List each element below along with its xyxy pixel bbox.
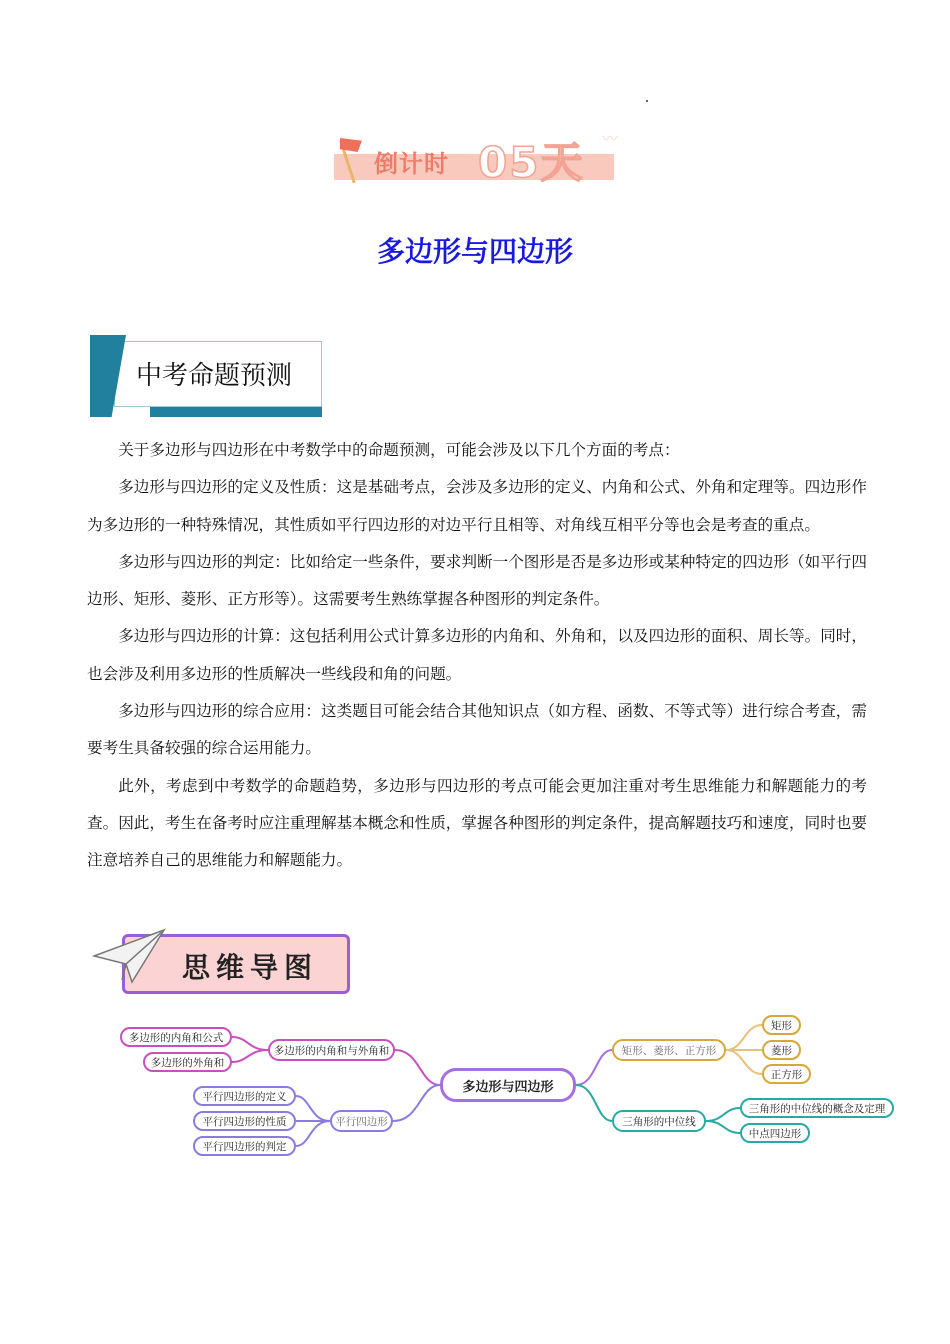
section-heading: 中考命题预测 bbox=[136, 361, 293, 391]
mindmap-branch-node: 矩形、菱形、正方形 bbox=[612, 1039, 726, 1061]
bird-icon: 〰 bbox=[601, 129, 618, 148]
mindmap-leaf-node: 平行四边形的定义 bbox=[193, 1086, 296, 1106]
paragraph: 关于多边形与四边形在中考数学中的命题预测，可能会涉及以下几个方面的考点： bbox=[118, 441, 680, 459]
page-dot bbox=[646, 100, 648, 102]
paper-plane-icon bbox=[92, 926, 172, 986]
section-banner-prediction bbox=[90, 335, 322, 417]
mindmap-leaf-node: 多边形的外角和 bbox=[143, 1052, 232, 1072]
page-title: 多边形与四边形 bbox=[376, 235, 573, 268]
banner-accent bbox=[150, 407, 322, 417]
countdown-number: 05天 bbox=[478, 138, 585, 187]
mindmap-leaf-node: 平行四边形的性质 bbox=[193, 1111, 296, 1131]
mindmap-leaf-node: 三角形的中位线的概念及定理 bbox=[740, 1098, 894, 1118]
paragraph: 多边形与四边形的综合应用：这类题目可能会结合其他知识点（如方程、函数、不等式等）进行综合考查，需要考生具备较强的综合运用能力。 bbox=[87, 702, 867, 758]
mindmap-leaf-node: 菱形 bbox=[762, 1040, 801, 1060]
mindmap-leaf-node: 多边形的内角和公式 bbox=[120, 1027, 232, 1047]
section-heading: 思维导图 bbox=[182, 951, 319, 984]
mindmap-branch-node: 平行四边形 bbox=[330, 1110, 393, 1132]
prediction-body bbox=[87, 432, 867, 880]
paragraph: 此外，考虑到中考数学的命题趋势，多边形与四边形的考点可能会更加注重对考生思维能力和解题能力的考查。因此，考生在备考时应注重理解基本概念和性质，掌握各种图形的判定条件，提高解题技巧和速度，同时也要注意培养自己的思维能力和解题能力。 bbox=[87, 776, 867, 870]
mindmap-branch-node: 多边形的内角和与外角和 bbox=[268, 1039, 395, 1061]
mind-map bbox=[0, 1000, 950, 1180]
paragraph: 多边形与四边形的计算：这包括利用公式计算多边形的内角和、外角和，以及四边形的面积、周长等。同时，也会涉及利用多边形的性质解决一些线段和角的问题。 bbox=[87, 627, 867, 683]
section-banner-mindmap bbox=[92, 926, 354, 998]
mindmap-branch-node: 三角形的中位线 bbox=[612, 1110, 706, 1132]
mindmap-leaf-node: 正方形 bbox=[762, 1064, 811, 1084]
mindmap-leaf-node: 矩形 bbox=[762, 1015, 801, 1035]
mindmap-leaf-node: 中点四边形 bbox=[740, 1123, 810, 1143]
paragraph: 多边形与四边形的判定：比如给定一些条件，要求判断一个图形是否是多边形或某种特定的四边形（如平行四边形、矩形、菱形、正方形等）。这需要考生熟练掌握各种图形的判定条件。 bbox=[87, 552, 867, 609]
paragraph: 多边形与四边形的定义及性质：这是基础考点，会涉及多边形的定义、内角和公式、外角和定理等。四边形作为多边形的一种特殊情况，其性质如平行四边形的对边平行且相等、对角线互相平分等也会是考查的重点。 bbox=[87, 478, 867, 534]
countdown-label: 倒计时 bbox=[374, 150, 449, 178]
countdown-banner bbox=[328, 126, 618, 187]
mindmap-leaf-node: 平行四边形的判定 bbox=[193, 1136, 296, 1156]
mindmap-center-node: 多边形与四边形 bbox=[440, 1068, 576, 1102]
